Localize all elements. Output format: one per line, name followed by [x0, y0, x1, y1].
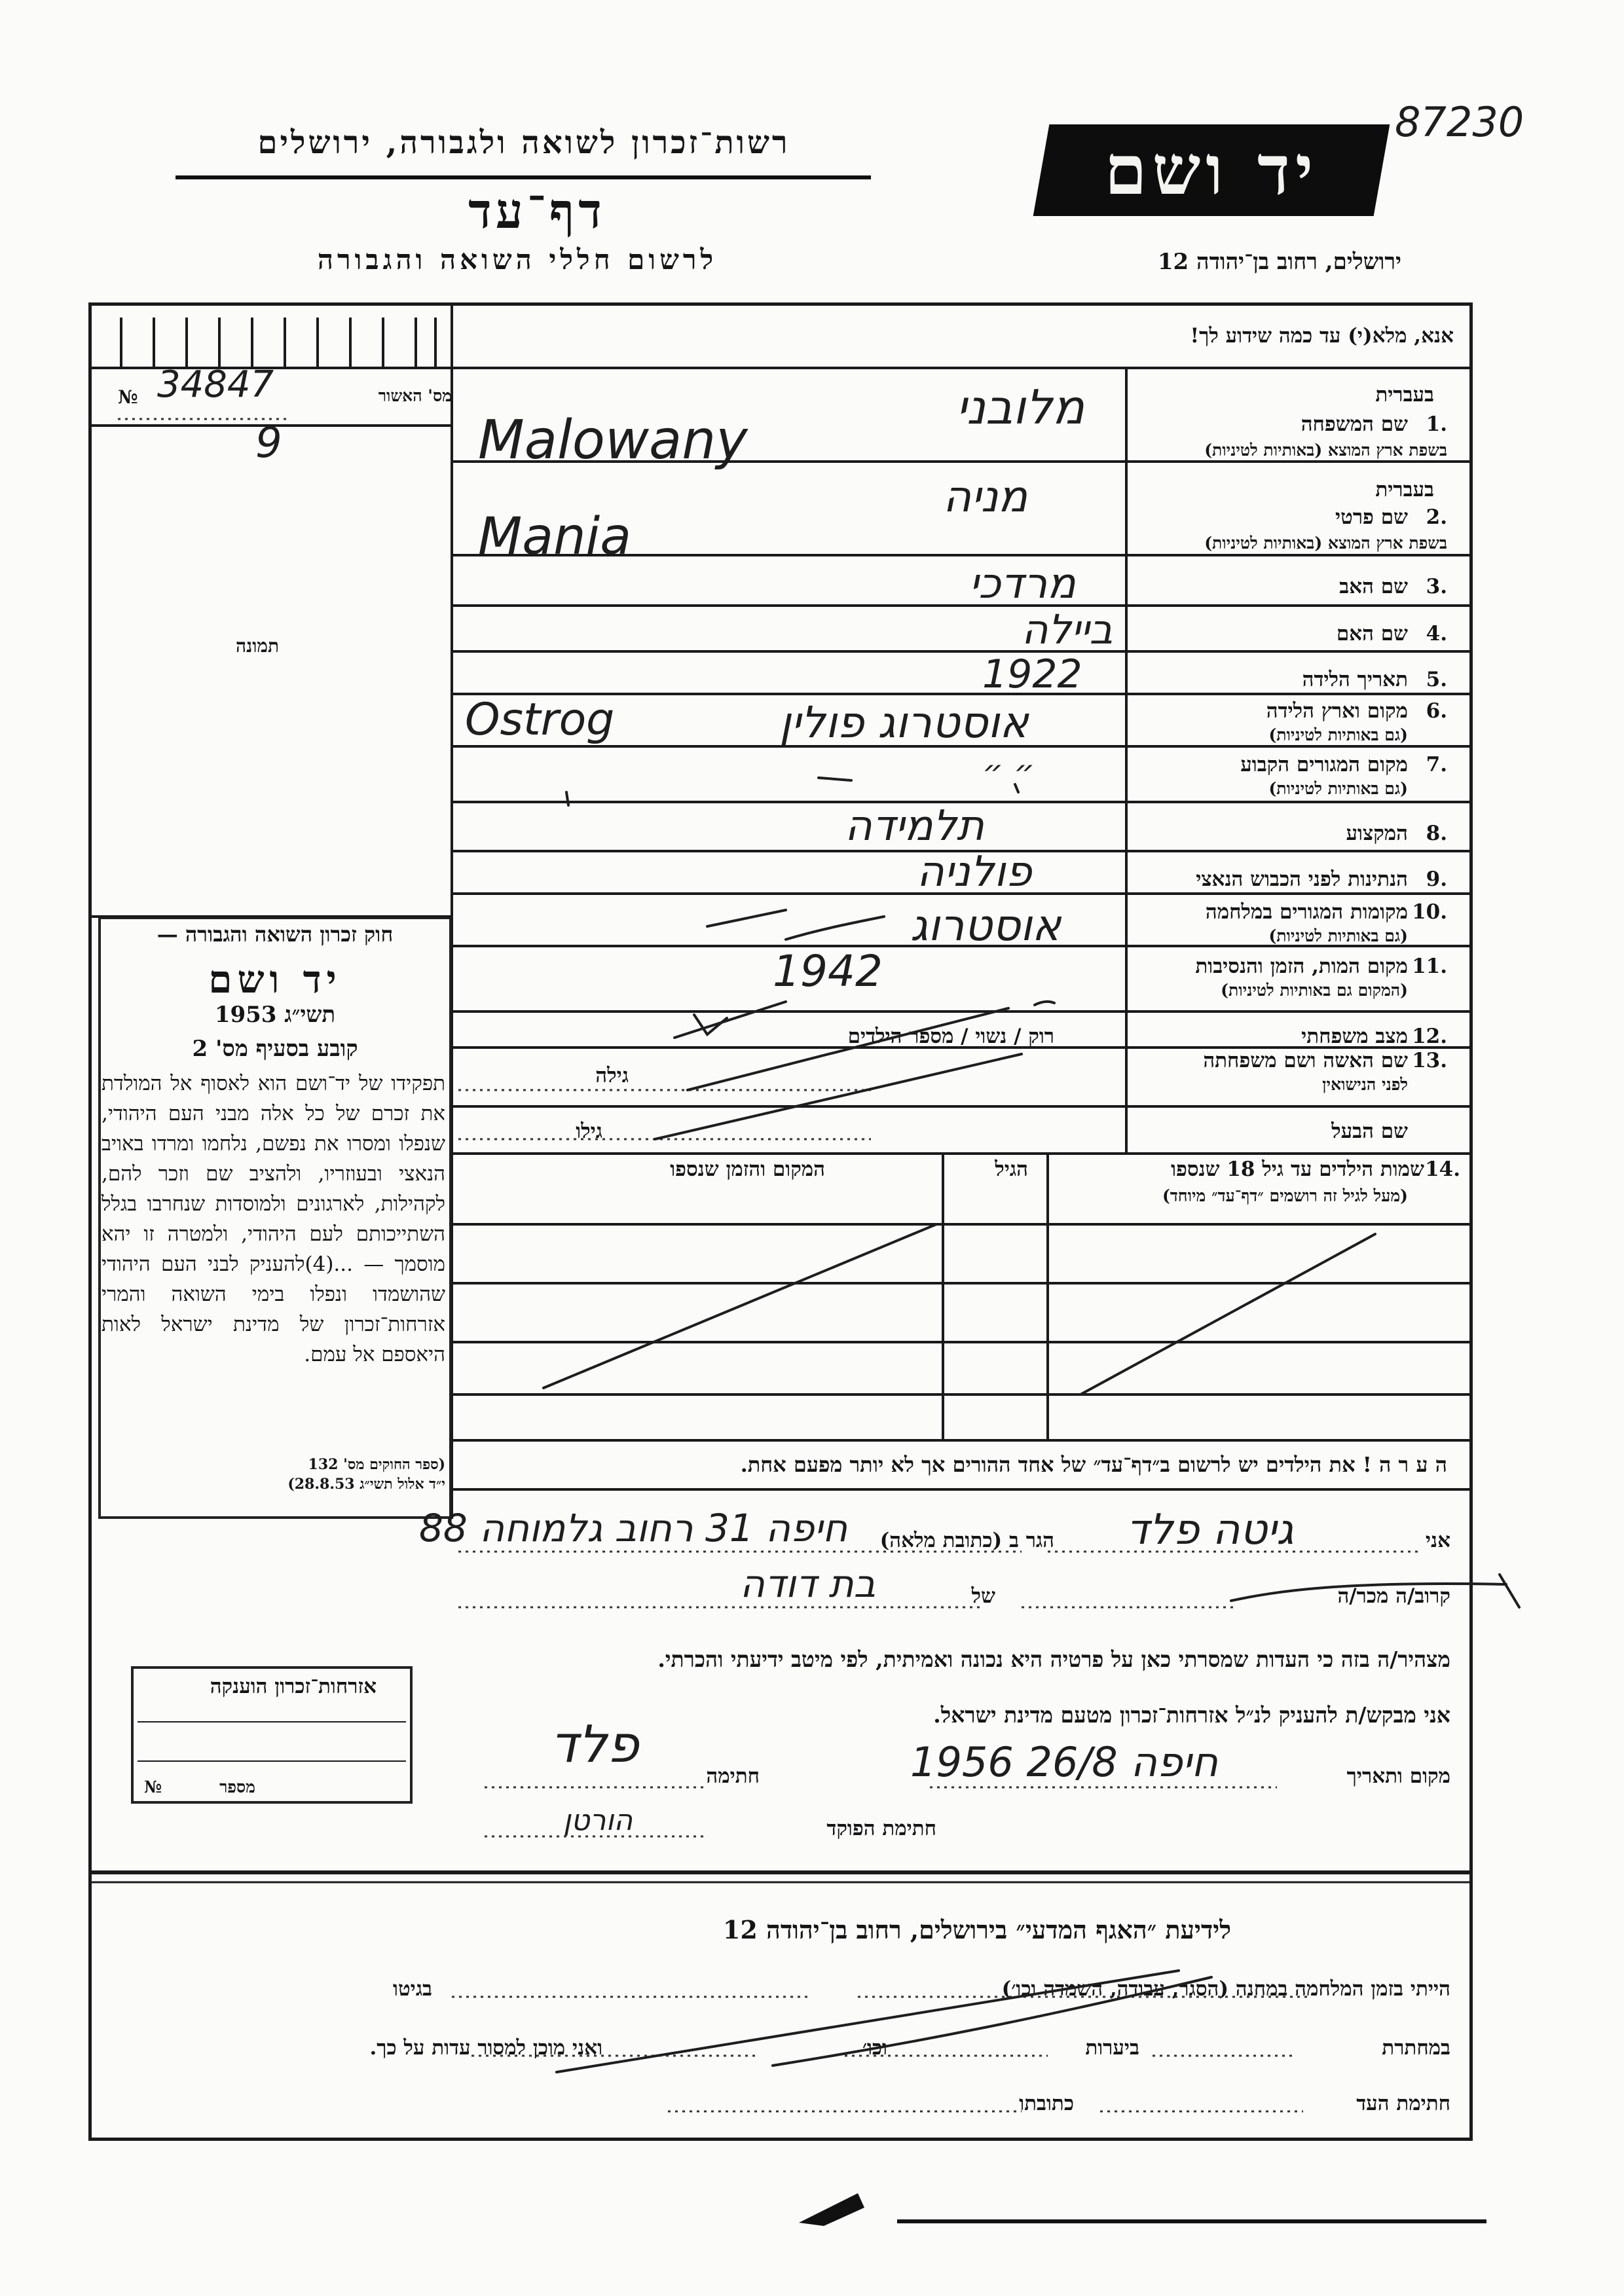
- form-title: דף־עד: [468, 183, 606, 240]
- spouse-label: שם האשה ושם משפחתה: [1203, 1049, 1408, 1072]
- citizenship-stamp-title: אזרחות־זכרון הוענקה: [210, 1675, 377, 1698]
- decl-place-date-label: מקום ותאריך: [1346, 1764, 1450, 1788]
- law-fixed: קובע בסעיף מס' 2: [192, 1036, 358, 1062]
- children-number: 14.: [1425, 1157, 1460, 1181]
- family-name-sublabel: בשפת ארץ המוצא (באותיות לטיניות): [1204, 441, 1447, 460]
- mother-label: שם האם: [1336, 622, 1408, 646]
- footer-title: לידיעת ״האגף המדעי״ בירושלים, רחוב בן־יהודה 12: [722, 1915, 1231, 1944]
- family-name-latin-value: Malowany: [478, 409, 748, 471]
- law-reference: [105, 1455, 445, 1494]
- certificate-label: מס' האשור: [378, 386, 452, 405]
- law-reference-2: י״ד אלול תשי״ג 28.8.53): [287, 1476, 445, 1493]
- institute-address: ירושלים, רחוב בן־יהודה 12: [1157, 249, 1401, 275]
- profession-value: תלמידה: [845, 802, 984, 850]
- citizenship-stamp-number-label: מספר: [219, 1777, 255, 1796]
- first-name-hebrew-value: מניה: [943, 471, 1028, 522]
- first-name-latin-value: Mania: [478, 507, 631, 566]
- residence-label: מקום המגורים הקבוע: [1240, 753, 1408, 776]
- first-name-sublabel: בשפת ארץ המוצא (באותיות לטיניות): [1204, 534, 1447, 553]
- decl-relation: בת דודה: [740, 1561, 876, 1606]
- decl-signature-label: חתימה: [706, 1764, 760, 1788]
- war-residence-value: אוסטרוג: [910, 900, 1061, 951]
- decl-residing-label: הגר ב (כתובת מלאה): [879, 1529, 1054, 1552]
- children-place-header: המקום והזמן שנספו: [670, 1157, 825, 1181]
- birth-place-sublabel: (גם באותיות לטיניות): [1268, 725, 1408, 744]
- profession-number: 8.: [1426, 822, 1447, 845]
- children-age-header: הגיל: [995, 1157, 1028, 1181]
- death-label: מקום המות, הזמן והנסיבות: [1195, 955, 1408, 978]
- law-year: תשי״ג 1953: [214, 1002, 336, 1028]
- decl-relative-label: קרוב/ה מכר/ה: [1337, 1584, 1450, 1608]
- residence-sublabel: (גם באותיות לטיניות): [1268, 779, 1408, 798]
- war-residence-sublabel: (גם באותיות לטיניות): [1268, 926, 1408, 945]
- death-value: 1942: [773, 946, 883, 996]
- first-name-number: 2.: [1426, 505, 1447, 529]
- note-text: ה ע ר ה ! את הילדים יש לרשום ב״דף־עד״ של אחד ההורים אך לא יותר מפעם אחת.: [740, 1452, 1447, 1477]
- spouse-age-label: גילה: [595, 1064, 629, 1087]
- header-rule: [175, 175, 871, 179]
- footer-line2-start: במחתרת: [1382, 2036, 1450, 2060]
- decl-signer: גיטה פלד: [1126, 1506, 1294, 1554]
- instruction-text: אנא, מלא(י) עד כמה שידוע לך!: [1190, 324, 1454, 348]
- residence-value: ״ ״: [982, 753, 1035, 791]
- family-name-number: 1.: [1426, 412, 1447, 436]
- father-value: מרדכי: [969, 560, 1076, 608]
- law-body: תפקידו של יד־ושם הוא לאסוף אל המולדת את זכרם של כל אלה מבני העם היהודי, שנפלו ומסרו את נפשם, נלחמו ומרדו באויב הנאצי ובעוזריו, ולהציב שם וזכר להם, לקהילות, לארגונים ולמוסדות שנחרבו בגלל השתייכותם לעם היהודי, ולמטרה זו יהא מוסמך — ...(4)להעניק לבני העם היהודי שהושמדו ונפלו בימי השואה והמרי אזרחות־זכרון של מדינת ישראל לאות היאספם אל עמם.: [101, 1072, 445, 1366]
- family-name-label: שם המשפחה: [1301, 412, 1408, 436]
- children-label: שמות הילדים עד גיל 18 שנספו: [1171, 1157, 1424, 1181]
- spouse-sublabel: לפני הנישואין: [1322, 1075, 1408, 1094]
- certificate-suffix: 9: [255, 419, 282, 467]
- husband-label: שם הבעל: [1331, 1120, 1408, 1143]
- footer-line3-mid: כתובתו: [1019, 2092, 1074, 2115]
- birth-place-label: מקום וארץ הלידה: [1266, 699, 1408, 723]
- spouse-number: 13.: [1412, 1049, 1447, 1072]
- family-name-hebrew-value: מלובני: [956, 380, 1084, 435]
- birth-date-label: תאריך הלידה: [1302, 668, 1408, 691]
- citizenship-stamp-number-symbol: №: [144, 1777, 162, 1796]
- profession-label: המקצוע: [1346, 822, 1408, 845]
- birth-place-number: 6.: [1426, 699, 1447, 723]
- decl-request: אני מבקש/ת להעניק לנ״ל אזרחות־זכרון מטעם מדינת ישראל.: [933, 1702, 1450, 1728]
- family-status-label: מצב משפחתי: [1301, 1025, 1408, 1048]
- logo-text: יד ושם: [1104, 130, 1319, 210]
- footer-line2-end: ואני מוכן למסור עדות על כך.: [369, 2036, 602, 2060]
- birth-place-latin-value: Ostrog: [465, 694, 615, 746]
- death-number: 11.: [1412, 955, 1447, 978]
- children-sublabel: (מעל לגיל זה רושמים ״דף־עד״ מיוחד): [1162, 1186, 1408, 1205]
- certificate-number: 34847: [157, 363, 274, 406]
- family-status-options: רוק / נשוי / מספר הילדים: [847, 1025, 1054, 1048]
- father-number: 3.: [1426, 575, 1447, 598]
- birth-date-value: 1922: [982, 651, 1082, 697]
- nationality-label: הנתינות לפני הכבוש הנאצי: [1196, 867, 1408, 891]
- form-subtitle: לרשום חללי השואה והגבורה: [317, 244, 718, 276]
- law-header: חוק זכרון השואה והגבורה —: [157, 922, 394, 947]
- law-title: יד ושם: [208, 957, 342, 1002]
- father-label: שם האב: [1339, 575, 1408, 598]
- decl-i-label: אני: [1425, 1529, 1450, 1552]
- mother-value: ביילה: [1022, 606, 1113, 653]
- footer-line2-mid1: ביערות: [1085, 2036, 1139, 2060]
- decl-signature: פלד: [550, 1715, 639, 1774]
- archive-number: 87230: [1395, 98, 1524, 146]
- husband-age-label: גילו: [576, 1120, 602, 1143]
- decl-statement: מצהיר/ה בזה כי העדות שמסרתי כאן על פרטיה היא נכונה ואמיתית, לפי מיטב ידיעתי והכרתי.: [657, 1647, 1450, 1672]
- footer-line1: הייתי בזמן המלחמה במחנה (הסגר, עבודה, השמדה וכו׳): [1001, 1977, 1450, 2001]
- birth-date-number: 5.: [1426, 668, 1447, 691]
- war-residence-number: 10.: [1412, 900, 1447, 924]
- footer-line2-mid2: וכו׳: [862, 2036, 887, 2060]
- decl-place-date: חיפה 26/8 1956: [910, 1738, 1219, 1786]
- nationality-number: 9.: [1426, 867, 1447, 891]
- decl-address: חיפה 31 רחוב גלמוחה 88: [419, 1506, 848, 1550]
- death-sublabel: (המקום גם באותיות לטיניות): [1221, 981, 1408, 1000]
- family-status-number: 12.: [1412, 1025, 1447, 1048]
- nationality-value: פולניה: [917, 848, 1032, 896]
- footer-line3-start: חתימת העד: [1356, 2092, 1450, 2115]
- organization-name: רשות־זכרון לשואה ולגבורה, ירושלים: [257, 124, 790, 161]
- decl-of-label: של: [971, 1584, 995, 1608]
- first-name-label: שם פרטי: [1335, 505, 1408, 529]
- family-name-hebrew-label: בעברית: [1375, 383, 1434, 407]
- first-name-hebrew-label: בעברית: [1375, 478, 1434, 501]
- birth-place-hebrew-value: אוסטרוג פולין: [779, 697, 1029, 748]
- decl-official-label: חתימת הפוקד: [826, 1817, 936, 1840]
- footer-line1-end: בגיטו: [393, 1977, 432, 2001]
- residence-number: 7.: [1426, 753, 1447, 776]
- war-residence-label: מקומות המגורים במלחמה: [1205, 900, 1408, 924]
- photo-label: תמונה: [236, 635, 280, 657]
- law-reference-1: (ספר החוקים מס' 132: [308, 1456, 445, 1473]
- certificate-number-symbol: №: [118, 386, 138, 408]
- decl-official-signature: הורטן: [563, 1804, 633, 1837]
- mother-number: 4.: [1426, 622, 1447, 646]
